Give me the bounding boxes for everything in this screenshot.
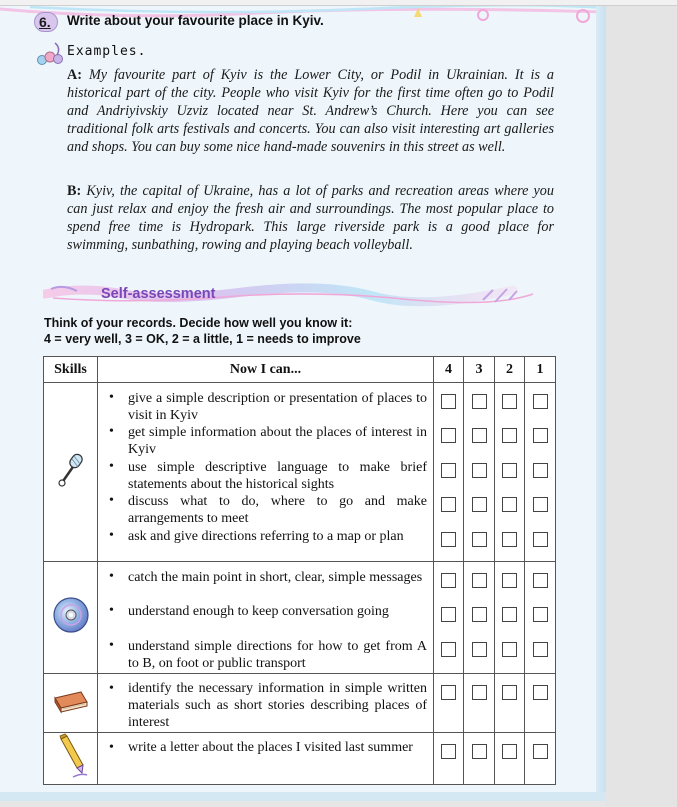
rating-checkbox[interactable] [502, 428, 517, 443]
skill-group-speaking [44, 383, 556, 562]
header-rating-2: 2 [495, 357, 525, 383]
self-assessment-title: Self-assessment [101, 286, 216, 302]
rating-checkbox[interactable] [441, 463, 456, 478]
rating-checkbox[interactable] [502, 744, 517, 759]
rating-checkbox[interactable] [441, 428, 456, 443]
examples-label: Examples. [67, 44, 147, 59]
rating-checkbox[interactable] [472, 607, 487, 622]
list-item: • discuss what to do, where to go and make arrangements to meet [98, 492, 433, 527]
list-item: • use simple descriptive language to make brief statements about the historical sights [98, 458, 433, 493]
rating-4-column [434, 733, 464, 785]
list-item: • understand enough to keep conversation going [98, 602, 433, 637]
page-bottom-edge [0, 792, 606, 801]
list-item: • understand simple directions for how to get from A to B, on foot or public transport [98, 637, 433, 672]
rating-checkbox[interactable] [502, 394, 517, 409]
list-item: • identify the necessary information in simple written materials such as short stories describing places of interest [98, 680, 433, 732]
task-title: Write about your favourite place in Kyiv. [67, 13, 324, 28]
rating-1-column [525, 383, 556, 562]
rating-checkbox[interactable] [502, 642, 517, 657]
rating-4-column [434, 674, 464, 733]
rating-checkbox[interactable] [533, 685, 548, 700]
rating-checkbox[interactable] [472, 532, 487, 547]
example-b-text: Kyiv, the capital of Ukraine, has a lot of parks and recreation areas where you can just relax and enjoy the fresh air and surroundings. The most popular place to spend free time is Hydropark. This large riverside park is a good place for swimming, sunbathing, rowing and playing beach volleyball. [67, 183, 554, 253]
rating-checkbox[interactable] [533, 573, 548, 588]
rating-checkbox[interactable] [533, 497, 548, 512]
table-header-row [44, 357, 556, 383]
rating-checkbox[interactable] [472, 744, 487, 759]
self-assessment-table [43, 356, 556, 785]
listening-skill-items [98, 562, 434, 674]
rating-checkbox[interactable] [441, 642, 456, 657]
header-rating-1: 1 [525, 357, 556, 383]
cd-disc-icon [51, 595, 91, 635]
example-b-marker: B: [67, 183, 82, 199]
writing-skill-items [98, 733, 434, 785]
task-number: 6. [39, 14, 51, 30]
rating-checkbox[interactable] [472, 642, 487, 657]
reading-skill-items [98, 674, 434, 733]
rating-checkbox[interactable] [502, 463, 517, 478]
rating-checkbox[interactable] [441, 497, 456, 512]
example-b-paragraph [67, 182, 554, 254]
rating-4-column [434, 562, 464, 674]
rating-checkbox[interactable] [502, 497, 517, 512]
rating-checkbox[interactable] [472, 428, 487, 443]
rating-checkbox[interactable] [533, 642, 548, 657]
rating-checkbox[interactable] [472, 463, 487, 478]
rating-1-column [525, 674, 556, 733]
list-item: • catch the main point in short, clear, simple messages [98, 568, 433, 602]
rating-checkbox[interactable] [502, 685, 517, 700]
skill-group-writing [44, 733, 556, 785]
page-edge-shadow [596, 6, 606, 801]
rating-checkbox[interactable] [533, 532, 548, 547]
rating-checkbox[interactable] [472, 685, 487, 700]
rating-checkbox[interactable] [533, 607, 548, 622]
examples-icon [35, 40, 67, 66]
viewer-background [606, 6, 677, 807]
speaking-skill-items [98, 383, 434, 562]
microphone-icon [53, 450, 89, 490]
rating-checkbox[interactable] [441, 532, 456, 547]
header-rating-3: 3 [464, 357, 495, 383]
rating-checkbox[interactable] [441, 394, 456, 409]
reading-skill-cell [44, 674, 98, 733]
rating-checkbox[interactable] [533, 744, 548, 759]
task-number-badge [30, 9, 62, 35]
skill-group-listening [44, 562, 556, 674]
list-item: • get simple information about the places of interest in Kyiv [98, 423, 433, 458]
header-skills: Skills [44, 357, 98, 383]
rating-2-column [495, 383, 525, 562]
rating-checkbox[interactable] [533, 394, 548, 409]
book-icon [51, 686, 91, 716]
rating-4-column [434, 383, 464, 562]
rating-scale-legend: 4 = very well, 3 = OK, 2 = a little, 1 = needs to improve [44, 332, 361, 346]
skill-group-reading [44, 674, 556, 733]
rating-3-column [464, 383, 495, 562]
list-item: • write a letter about the places I visited last summer [98, 739, 433, 779]
rating-checkbox[interactable] [441, 744, 456, 759]
list-item: • ask and give directions referring to a map or plan [98, 527, 433, 562]
rating-2-column [495, 562, 525, 674]
rating-2-column [495, 674, 525, 733]
writing-skill-cell [44, 733, 98, 785]
rating-checkbox[interactable] [502, 573, 517, 588]
rating-checkbox[interactable] [502, 532, 517, 547]
rating-checkbox[interactable] [502, 607, 517, 622]
rating-2-column [495, 733, 525, 785]
example-a-marker: A: [67, 67, 82, 83]
rating-1-column [525, 733, 556, 785]
example-a-text: My favourite part of Kyiv is the Lower City, or Podil in Ukrainian. It is a historical part of the city. People who visit Kyiv for the first time often go to Podil and Andriyivskiy Uzviz located near St. Andrew’s Church. Here you can see traditional folk arts festivals and concerts. You can also visit interesting art galleries and shops. You can buy some nice hand-made souvenirs in this street as well. [67, 67, 554, 155]
rating-checkbox[interactable] [472, 497, 487, 512]
header-now-i-can: Now I can... [98, 357, 434, 383]
rating-3-column [464, 674, 495, 733]
rating-3-column [464, 733, 495, 785]
pen-icon [53, 733, 89, 779]
list-item: • give a simple description or presentation of places to visit in Kyiv [98, 389, 433, 423]
self-assessment-instruction: Think of your records. Decide how well you know it: [44, 316, 353, 330]
rating-1-column [525, 562, 556, 674]
header-rating-4: 4 [434, 357, 464, 383]
rating-3-column [464, 562, 495, 674]
example-a-paragraph [67, 66, 554, 156]
rating-checkbox[interactable] [533, 428, 548, 443]
listening-skill-cell [44, 562, 98, 674]
rating-checkbox[interactable] [533, 463, 548, 478]
rating-checkbox[interactable] [441, 607, 456, 622]
rating-checkbox[interactable] [472, 573, 487, 588]
rating-checkbox[interactable] [441, 685, 456, 700]
rating-checkbox[interactable] [441, 573, 456, 588]
speaking-skill-cell [44, 383, 98, 562]
rating-checkbox[interactable] [472, 394, 487, 409]
